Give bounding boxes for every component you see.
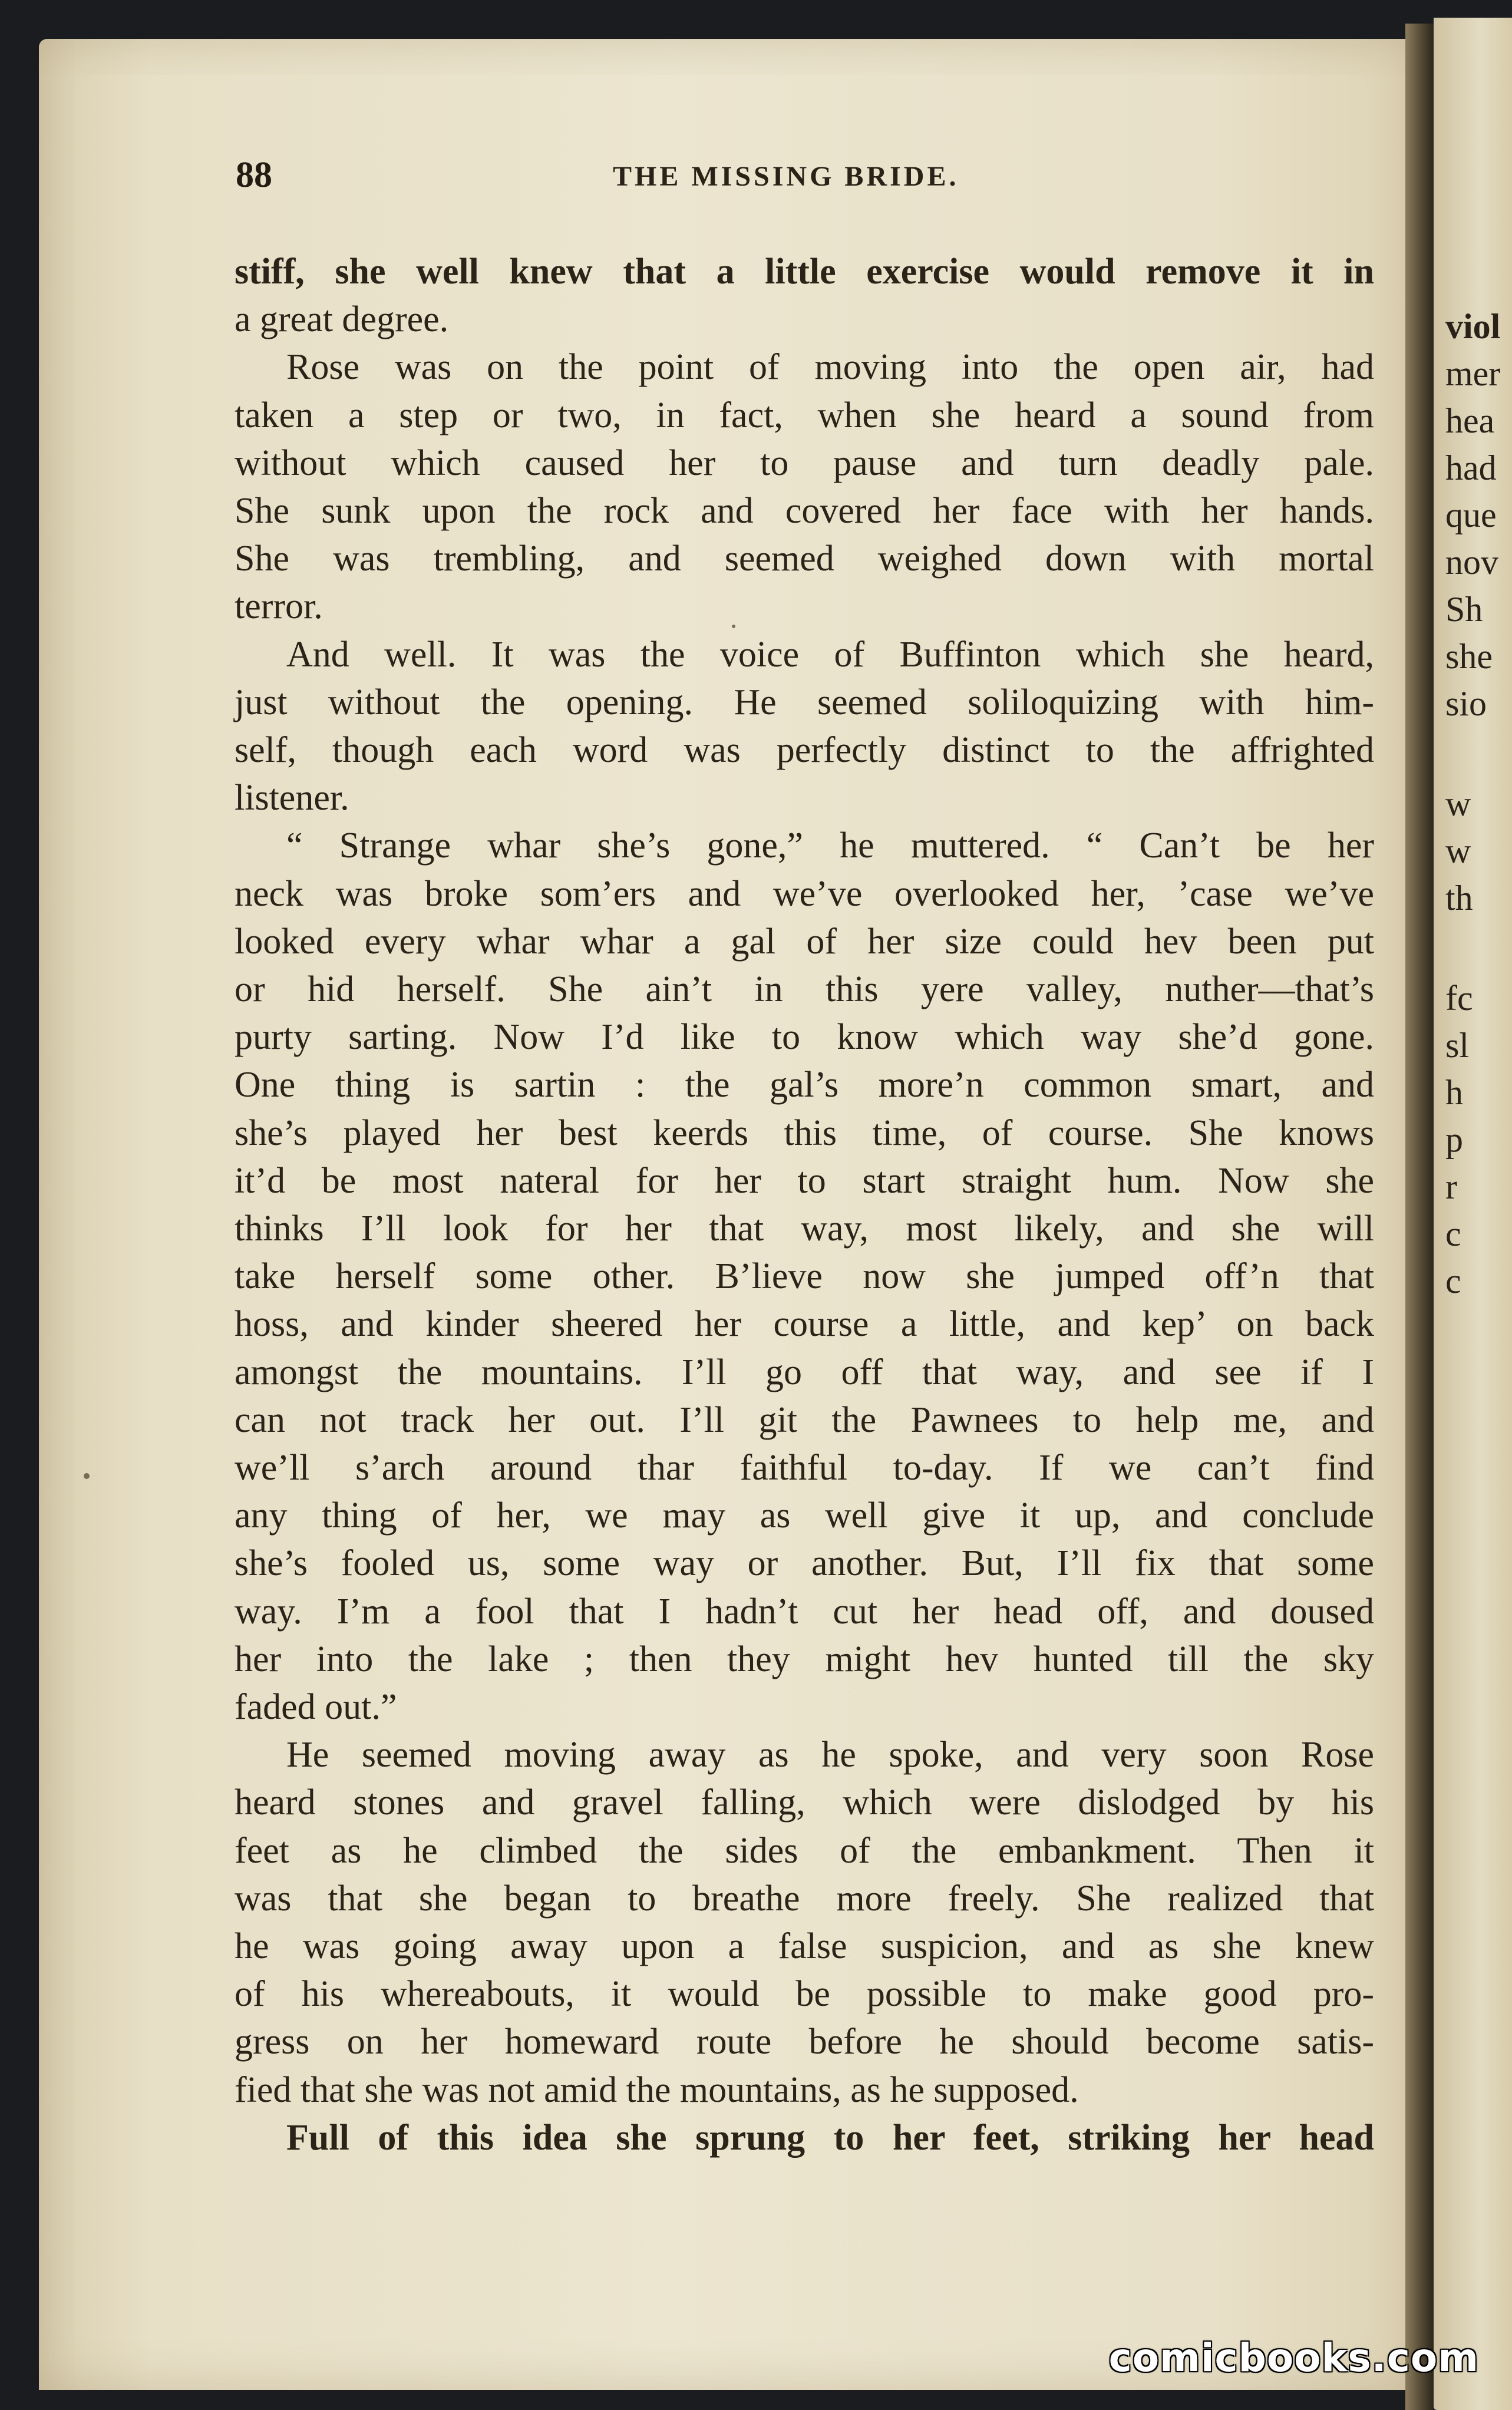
print-speck bbox=[732, 625, 735, 628]
text-line: taken a step or two, in fact, when she heard a sound from bbox=[235, 395, 1374, 435]
adjacent-page-line: nov bbox=[1445, 543, 1498, 582]
text-line: amongst the mountains. I’ll go off that way, and see if I bbox=[235, 1352, 1374, 1392]
text-line: thinks I’ll look for her that way, most likely, and she will bbox=[235, 1209, 1374, 1249]
text-line: her into the lake ; then they might hev hunted till the sky bbox=[235, 1639, 1374, 1679]
adjacent-page-line: Sh bbox=[1445, 590, 1483, 629]
text-line: feet as he climbed the sides of the embankment. Then it bbox=[235, 1830, 1374, 1871]
adjacent-page-line: sio bbox=[1445, 684, 1487, 723]
watermark: comicbooks.com bbox=[1108, 2335, 1479, 2381]
text-line: take herself some other. B’lieve now she jumped off’n that bbox=[235, 1256, 1374, 1297]
adjacent-page-line: h bbox=[1445, 1073, 1463, 1112]
text-line: just without the opening. He seemed soliloquizing with him- bbox=[235, 682, 1374, 722]
text-line: Full of this idea she sprung to her feet, striking her head bbox=[286, 2117, 1374, 2158]
book-gutter bbox=[1405, 24, 1434, 2410]
text-line: can not track her out. I’ll git the Pawnees to help me, and bbox=[235, 1399, 1374, 1440]
text-line: “ Strange whar she’s gone,” he muttered. “ Can’t be her bbox=[286, 826, 1374, 866]
print-speck bbox=[84, 1473, 90, 1479]
adjacent-page-line: c bbox=[1445, 1262, 1461, 1300]
text-line: looked every whar whar a gal of her size could hev been put bbox=[235, 921, 1374, 962]
adjacent-page-line: hea bbox=[1445, 401, 1495, 440]
adjacent-page-line: th bbox=[1445, 879, 1473, 917]
running-head bbox=[236, 154, 1414, 207]
text-line: listener. bbox=[235, 778, 349, 818]
adjacent-page-line: que bbox=[1445, 496, 1497, 534]
text-line: fied that she was not amid the mountains, as he supposed. bbox=[235, 2069, 1079, 2110]
text-line: or hid herself. She ain’t in this yere valley, nuther—that’s bbox=[235, 969, 1374, 1009]
adjacent-page-line: p bbox=[1445, 1120, 1463, 1159]
adjacent-page-line: w bbox=[1445, 831, 1471, 870]
text-line: gress on her homeward route before he should become satis- bbox=[235, 2022, 1374, 2062]
text-line: He seemed moving away as he spoke, and very soon Rose bbox=[286, 1735, 1374, 1775]
text-line: a great degree. bbox=[235, 299, 449, 340]
text-line: And well. It was the voice of Buffinton which she heard, bbox=[286, 634, 1374, 675]
adjacent-page-line: r bbox=[1445, 1167, 1457, 1206]
adjacent-page-line: she bbox=[1445, 637, 1493, 676]
adjacent-page-line: mer bbox=[1445, 354, 1501, 393]
text-line: neck was broke som’ers and we’ve overlooked her, ’case we’ve bbox=[235, 873, 1374, 914]
text-line: purty sarting. Now I’d like to know which way she’d gone. bbox=[235, 1017, 1374, 1058]
text-line: she’s played her best keerds this time, of course. She knows bbox=[235, 1112, 1374, 1153]
text-line: self, though each word was perfectly distinct to the affrighted bbox=[235, 730, 1374, 770]
text-line: hoss, and kinder sheered her course a little, and kep’ on back bbox=[235, 1304, 1374, 1345]
text-line: any thing of her, we may as well give it up, and conclude bbox=[235, 1495, 1374, 1536]
adjacent-page-edge bbox=[1434, 18, 1512, 2410]
text-line: stiff, she well knew that a little exercise would remove it in bbox=[235, 252, 1374, 292]
adjacent-page-line: w bbox=[1445, 784, 1471, 823]
text-line: terror. bbox=[235, 586, 323, 627]
text-line: She sunk upon the rock and covered her face with her hands. bbox=[235, 491, 1374, 531]
adjacent-page-line: fc bbox=[1445, 979, 1473, 1018]
text-line: he was going away upon a false suspicion, and as she knew bbox=[235, 1926, 1374, 1966]
adjacent-page-line: had bbox=[1445, 448, 1497, 487]
text-line: One thing is sartin : the gal’s more’n common smart, and bbox=[235, 1065, 1374, 1105]
text-line: faded out.” bbox=[235, 1687, 397, 1727]
text-line: of his whereabouts, it would be possible to make good pro- bbox=[235, 1974, 1374, 2015]
text-line: it’d be most nateral for her to start straight hum. Now she bbox=[235, 1160, 1374, 1201]
text-line: she’s fooled us, some way or another. But, I’ll fix that some bbox=[235, 1543, 1374, 1584]
text-line: was that she began to breathe more freely. She realized that bbox=[235, 1878, 1374, 1919]
page-title: THE MISSING BRIDE. bbox=[613, 161, 959, 192]
adjacent-page-line: sl bbox=[1445, 1026, 1470, 1065]
text-line: heard stones and gravel falling, which were dislodged by his bbox=[235, 1782, 1374, 1823]
text-line: She was trembling, and seemed weighed down with mortal bbox=[235, 539, 1374, 579]
text-line: way. I’m a fool that I hadn’t cut her head off, and doused bbox=[235, 1591, 1374, 1632]
page-number: 88 bbox=[236, 155, 272, 195]
adjacent-page-line: viol bbox=[1445, 307, 1501, 346]
text-line: without which caused her to pause and turn deadly pale. bbox=[235, 443, 1374, 483]
text-line: Rose was on the point of moving into the open air, had bbox=[286, 347, 1374, 388]
text-line: we’ll s’arch around thar faithful to-day. If we can’t find bbox=[235, 1448, 1374, 1488]
adjacent-page-line: c bbox=[1445, 1214, 1461, 1253]
